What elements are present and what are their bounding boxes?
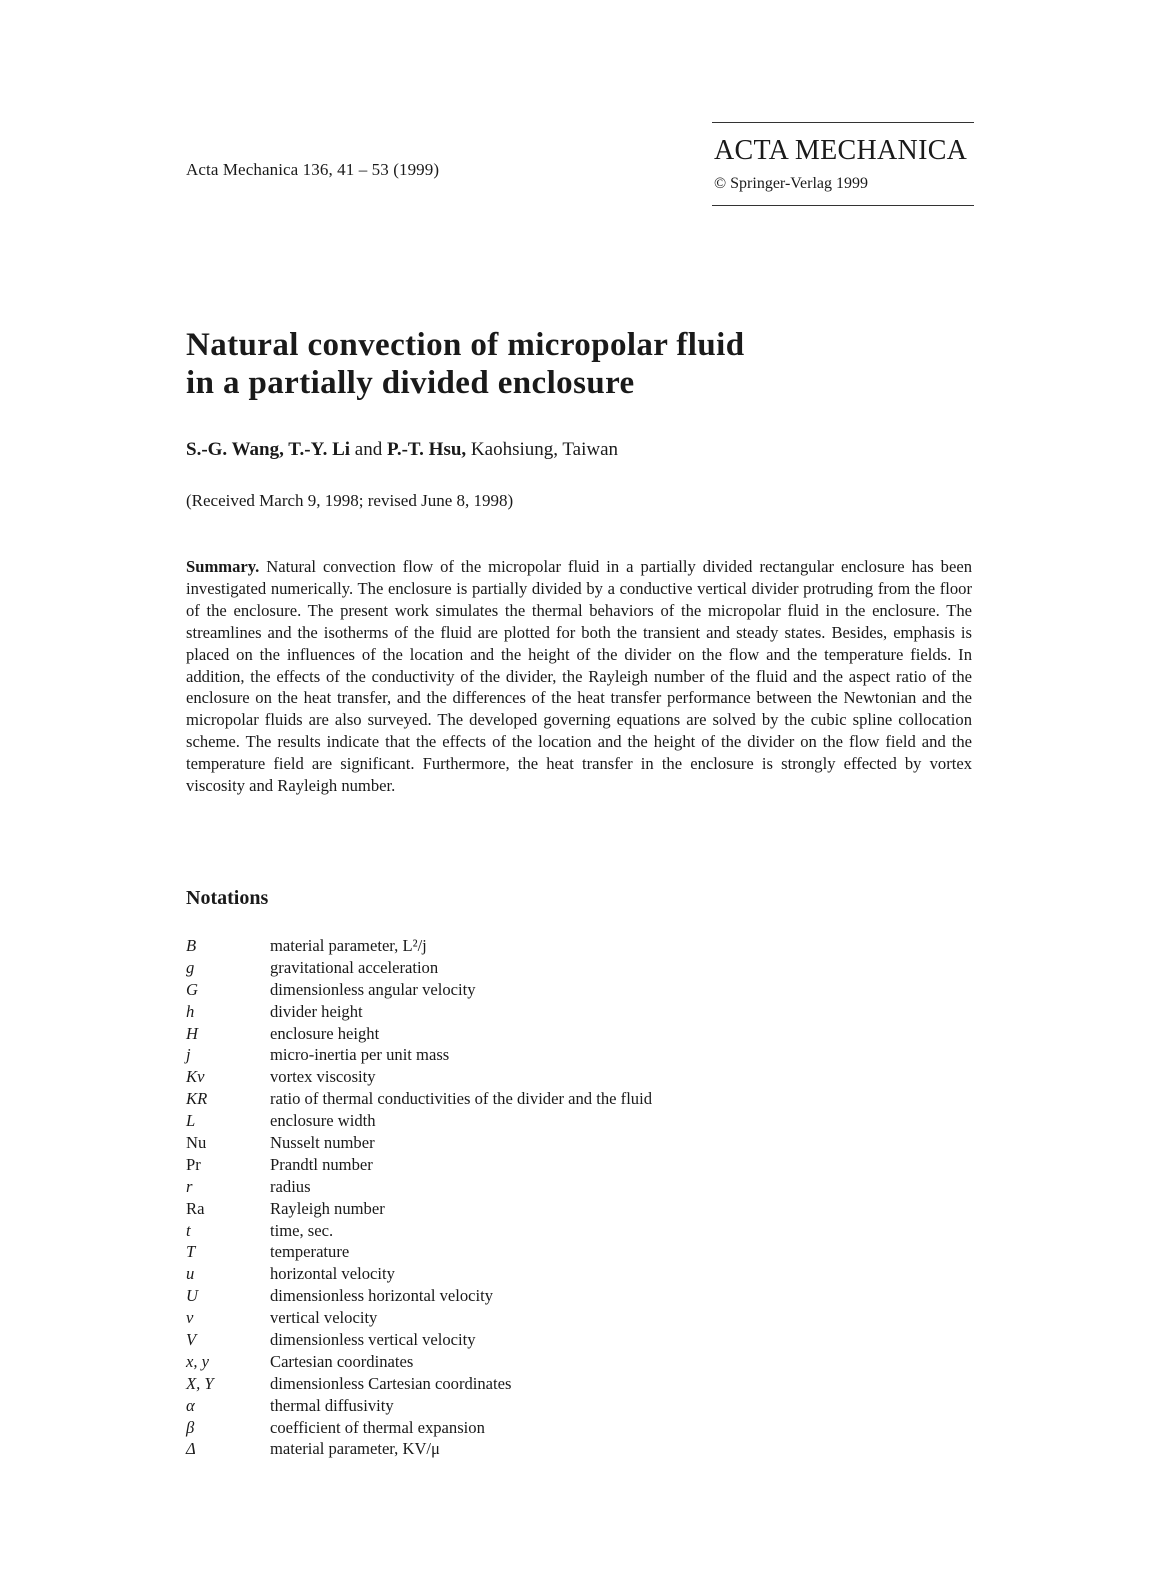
author-location: Kaohsiung, Taiwan <box>466 439 619 460</box>
notation-row <box>186 1241 886 1263</box>
notation-description: enclosure height <box>270 1023 380 1043</box>
notation-description: micro-inertia per unit mass <box>270 1045 450 1065</box>
journal-masthead <box>712 122 974 206</box>
notation-description: thermal diffusivity <box>270 1395 394 1415</box>
notation-row <box>186 1154 886 1176</box>
notation-symbol: v <box>186 1308 194 1328</box>
notation-row <box>186 1110 886 1132</box>
notation-row <box>186 1285 886 1307</box>
author-names: S.-G. Wang, T.-Y. Li <box>186 439 351 460</box>
journal-citation: Acta Mechanica 136, 41 – 53 (1999) <box>186 160 440 179</box>
notation-row <box>186 979 886 1001</box>
notations-list <box>186 935 886 1460</box>
notation-description: gravitational acceleration <box>270 957 439 977</box>
notation-description: divider height <box>270 1001 363 1021</box>
notation-symbol: g <box>186 957 195 977</box>
notation-symbol: j <box>186 1045 191 1065</box>
notation-symbol: α <box>186 1395 195 1415</box>
notation-symbol: H <box>186 1023 198 1043</box>
notation-description: dimensionless angular velocity <box>270 979 476 999</box>
article-title <box>186 326 986 402</box>
notation-symbol: Ra <box>186 1198 205 1218</box>
notation-symbol: Kv <box>186 1067 205 1087</box>
notation-symbol: Δ <box>186 1439 196 1459</box>
notation-row <box>186 957 886 979</box>
notation-description: ratio of thermal conductivities of the divider and the fluid <box>270 1089 653 1109</box>
notation-row <box>186 935 886 957</box>
notation-description: dimensionless vertical velocity <box>270 1330 476 1350</box>
notation-symbol: t <box>186 1220 191 1240</box>
notation-description: radius <box>270 1176 311 1196</box>
notation-description: horizontal velocity <box>270 1264 395 1284</box>
notation-symbol: X, Y <box>186 1373 214 1393</box>
notation-description: Rayleigh number <box>270 1198 385 1218</box>
notation-symbol: U <box>186 1286 198 1306</box>
notation-description: Cartesian coordinates <box>270 1351 414 1371</box>
article-title-line-1: Natural convection of micropolar fluid <box>186 327 745 363</box>
notation-symbol: G <box>186 979 198 999</box>
notation-row <box>186 1001 886 1023</box>
journal-name: ACTA MECHANICA <box>714 135 968 166</box>
summary-text: Natural convection flow of the micropolar fluid in a partially divided rectangular enclosure has been investigated numerically. The enclosure is partially divided by a conductive vertical divider protruding from the floor of the enclosure. The present work simulates the thermal behaviors of the micropolar fluid in the enclosure. The streamlines and the isotherms of the fluid are plotted for both the transient and steady states. Besides, emphasis is placed on the influences of the location and the height of the divider on the flow and the temperature fields. In addition, the effects of the conductivity of the divider, the Rayleigh number of the fluid and the aspect ratio of the enclosure on the heat transfer, and the differences of the heat transfer performance between the Newtonian and the micropolar fluids are also surveyed. The developed governing equations are solved by the cubic spline collocation scheme. The results indicate that the effects of the location and the height of the divider on the flow field and the temperature field are significant. Furthermore, the heat transfer in the enclosure is strongly effected by vortex viscosity and Rayleigh number. <box>186 557 972 796</box>
notation-row <box>186 1198 886 1220</box>
notation-description: Prandtl number <box>270 1154 373 1174</box>
notations-heading: Notations <box>186 887 269 909</box>
author-conjunction: and <box>350 439 387 460</box>
notation-description: vortex viscosity <box>270 1067 376 1087</box>
notation-description: dimensionless Cartesian coordinates <box>270 1373 512 1393</box>
summary-paragraph <box>186 556 972 797</box>
notation-description: time, sec. <box>270 1220 334 1240</box>
summary-label: Summary. <box>186 557 260 576</box>
notation-symbol: KR <box>186 1089 208 1109</box>
notation-symbol: r <box>186 1176 193 1196</box>
notation-symbol: B <box>186 936 197 955</box>
notation-row <box>186 1066 886 1088</box>
notation-row <box>186 1417 886 1439</box>
author-line <box>186 439 618 461</box>
notation-symbol: x, y <box>186 1351 210 1371</box>
article-title-line-2: in a partially divided enclosure <box>186 365 635 401</box>
notation-description: temperature <box>270 1242 350 1262</box>
notation-symbol: Nu <box>186 1133 207 1153</box>
notation-row <box>186 1307 886 1329</box>
notation-row <box>186 1220 886 1242</box>
notation-symbol: T <box>186 1242 196 1262</box>
notation-description: coefficient of thermal expansion <box>270 1417 485 1437</box>
notation-symbol: V <box>186 1330 197 1350</box>
notation-row <box>186 1176 886 1198</box>
notation-row <box>186 1395 886 1417</box>
notation-row <box>186 1373 886 1395</box>
notation-symbol: β <box>186 1417 195 1437</box>
author-names-last: P.-T. Hsu, <box>386 439 467 460</box>
notation-row <box>186 1329 886 1351</box>
notation-row <box>186 1132 886 1154</box>
notation-row <box>186 1044 886 1066</box>
notation-description: material parameter, L²/j <box>270 936 427 955</box>
notation-description: vertical velocity <box>270 1308 378 1328</box>
notation-description: material parameter, KV/μ <box>270 1439 440 1459</box>
notation-row <box>186 1023 886 1045</box>
notation-row <box>186 1088 886 1110</box>
publisher-copyright: © Springer-Verlag 1999 <box>714 175 869 192</box>
notation-row <box>186 1351 886 1373</box>
notation-symbol: Pr <box>186 1154 201 1174</box>
received-dates: (Received March 9, 1998; revised June 8, 1998) <box>186 491 514 510</box>
notation-description: Nusselt number <box>270 1133 375 1153</box>
notation-description: dimensionless horizontal velocity <box>270 1286 494 1306</box>
notation-symbol: u <box>186 1264 195 1284</box>
notation-row <box>186 1438 886 1460</box>
notation-symbol: L <box>186 1111 196 1131</box>
notation-symbol: h <box>186 1001 195 1021</box>
notation-description: enclosure width <box>270 1111 376 1131</box>
notation-row <box>186 1263 886 1285</box>
